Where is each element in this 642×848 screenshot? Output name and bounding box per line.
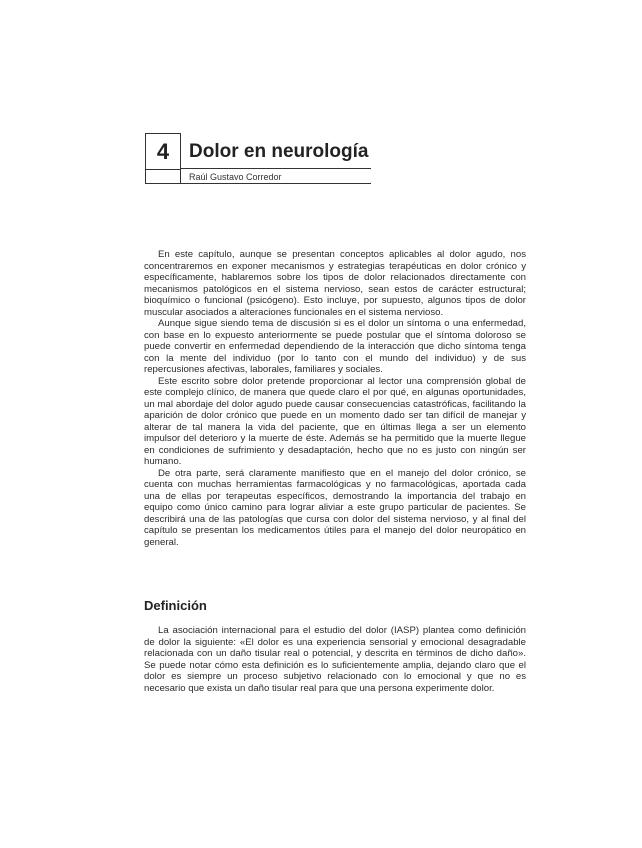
- title-underline: [181, 168, 371, 169]
- chapter-author: Raúl Gustavo Corredor: [189, 172, 282, 182]
- paragraph: Aunque sigue siendo tema de discusión si es el dolor un síntoma o una enfermedad, con base en lo expuesto anteriormente se puede postular que el síntoma doloroso se puede convertir en enfermedad dependiendo de la interacción que dicho síntoma tenga con la mente del individuo (por lo tanto con el mundo del individuo) y de sus repercusiones afectivas, laborales, familiares y sociales.: [144, 318, 526, 375]
- paragraph: En este capítulo, aunque se presentan conceptos aplicables al dolor agudo, nos concentraremos en exponer mecanismos y estrategias terapéuticas en dolor crónico y específicamente, hablaremos sobre los tipos de dolor relacionados directamente con mecanismos patológicos en el sistema nervioso, sean estos de carácter estructural; bioquímico o funcional (psicógeno). Esto incluye, por supuesto, algunos tipos de dolor muscular asociados a alteraciones funcionales en el sistema nervioso.: [144, 249, 526, 318]
- author-underline: [181, 183, 371, 184]
- section-heading: Definición: [144, 598, 207, 613]
- paragraph: De otra parte, será claramente manifiesto que en el manejo del dolor crónico, se cuenta con muchas herramientas farmacológicas y no farmacológicas, aportada cada una de ellas por terapeutas específicos, demostrando la importancia del trabajo en equipo como único camino para lograr aliviar a este grupo particular de pacientes. Se describirá una de las patologías que cursa con dolor del sistema nervioso, y al final del capítulo se presentan los medicamentos útiles para el manejo del dolor neuropático en general.: [144, 467, 526, 548]
- chapter-title: Dolor en neurología: [189, 141, 369, 162]
- intro-text: [144, 249, 526, 548]
- chapter-number: 4: [146, 134, 180, 170]
- chapter-number-box: [145, 133, 181, 184]
- paragraph: La asociación internacional para el estudio del dolor (IASP) plantea como definición de dolor la siguiente: «El dolor es una experiencia sensorial y emocional desagradable relacionada con un daño tisular real o potencial, y descrita en términos de dicho daño». Se puede notar cómo esta definición es lo suficientemente amplia, dejando claro que el dolor es siempre un proceso subjetivo relacionado con lo emocional y que no es necesario que exista un daño tisular real para que una persona experimente dolor.: [144, 625, 526, 694]
- section-text: [144, 625, 526, 694]
- paragraph: Este escrito sobre dolor pretende proporcionar al lector una comprensión global de este complejo clínico, de manera que quede claro el por qué, en algunas oportunidades, un mal abordaje del dolor agudo puede causar consecuencias catastróficas, facilitando la aparición de dolor crónico que puede en un momento dado ser tan difícil de manejar y alterar de tal manera la vida del paciente, que en últimas llega a ser un elemento impulsor del deterioro y la muerte de éste. Además se ha permitido que la muerte llegue en condiciones de sufrimiento y desadaptación, hecho que no es justo con ningún ser humano.: [144, 375, 526, 467]
